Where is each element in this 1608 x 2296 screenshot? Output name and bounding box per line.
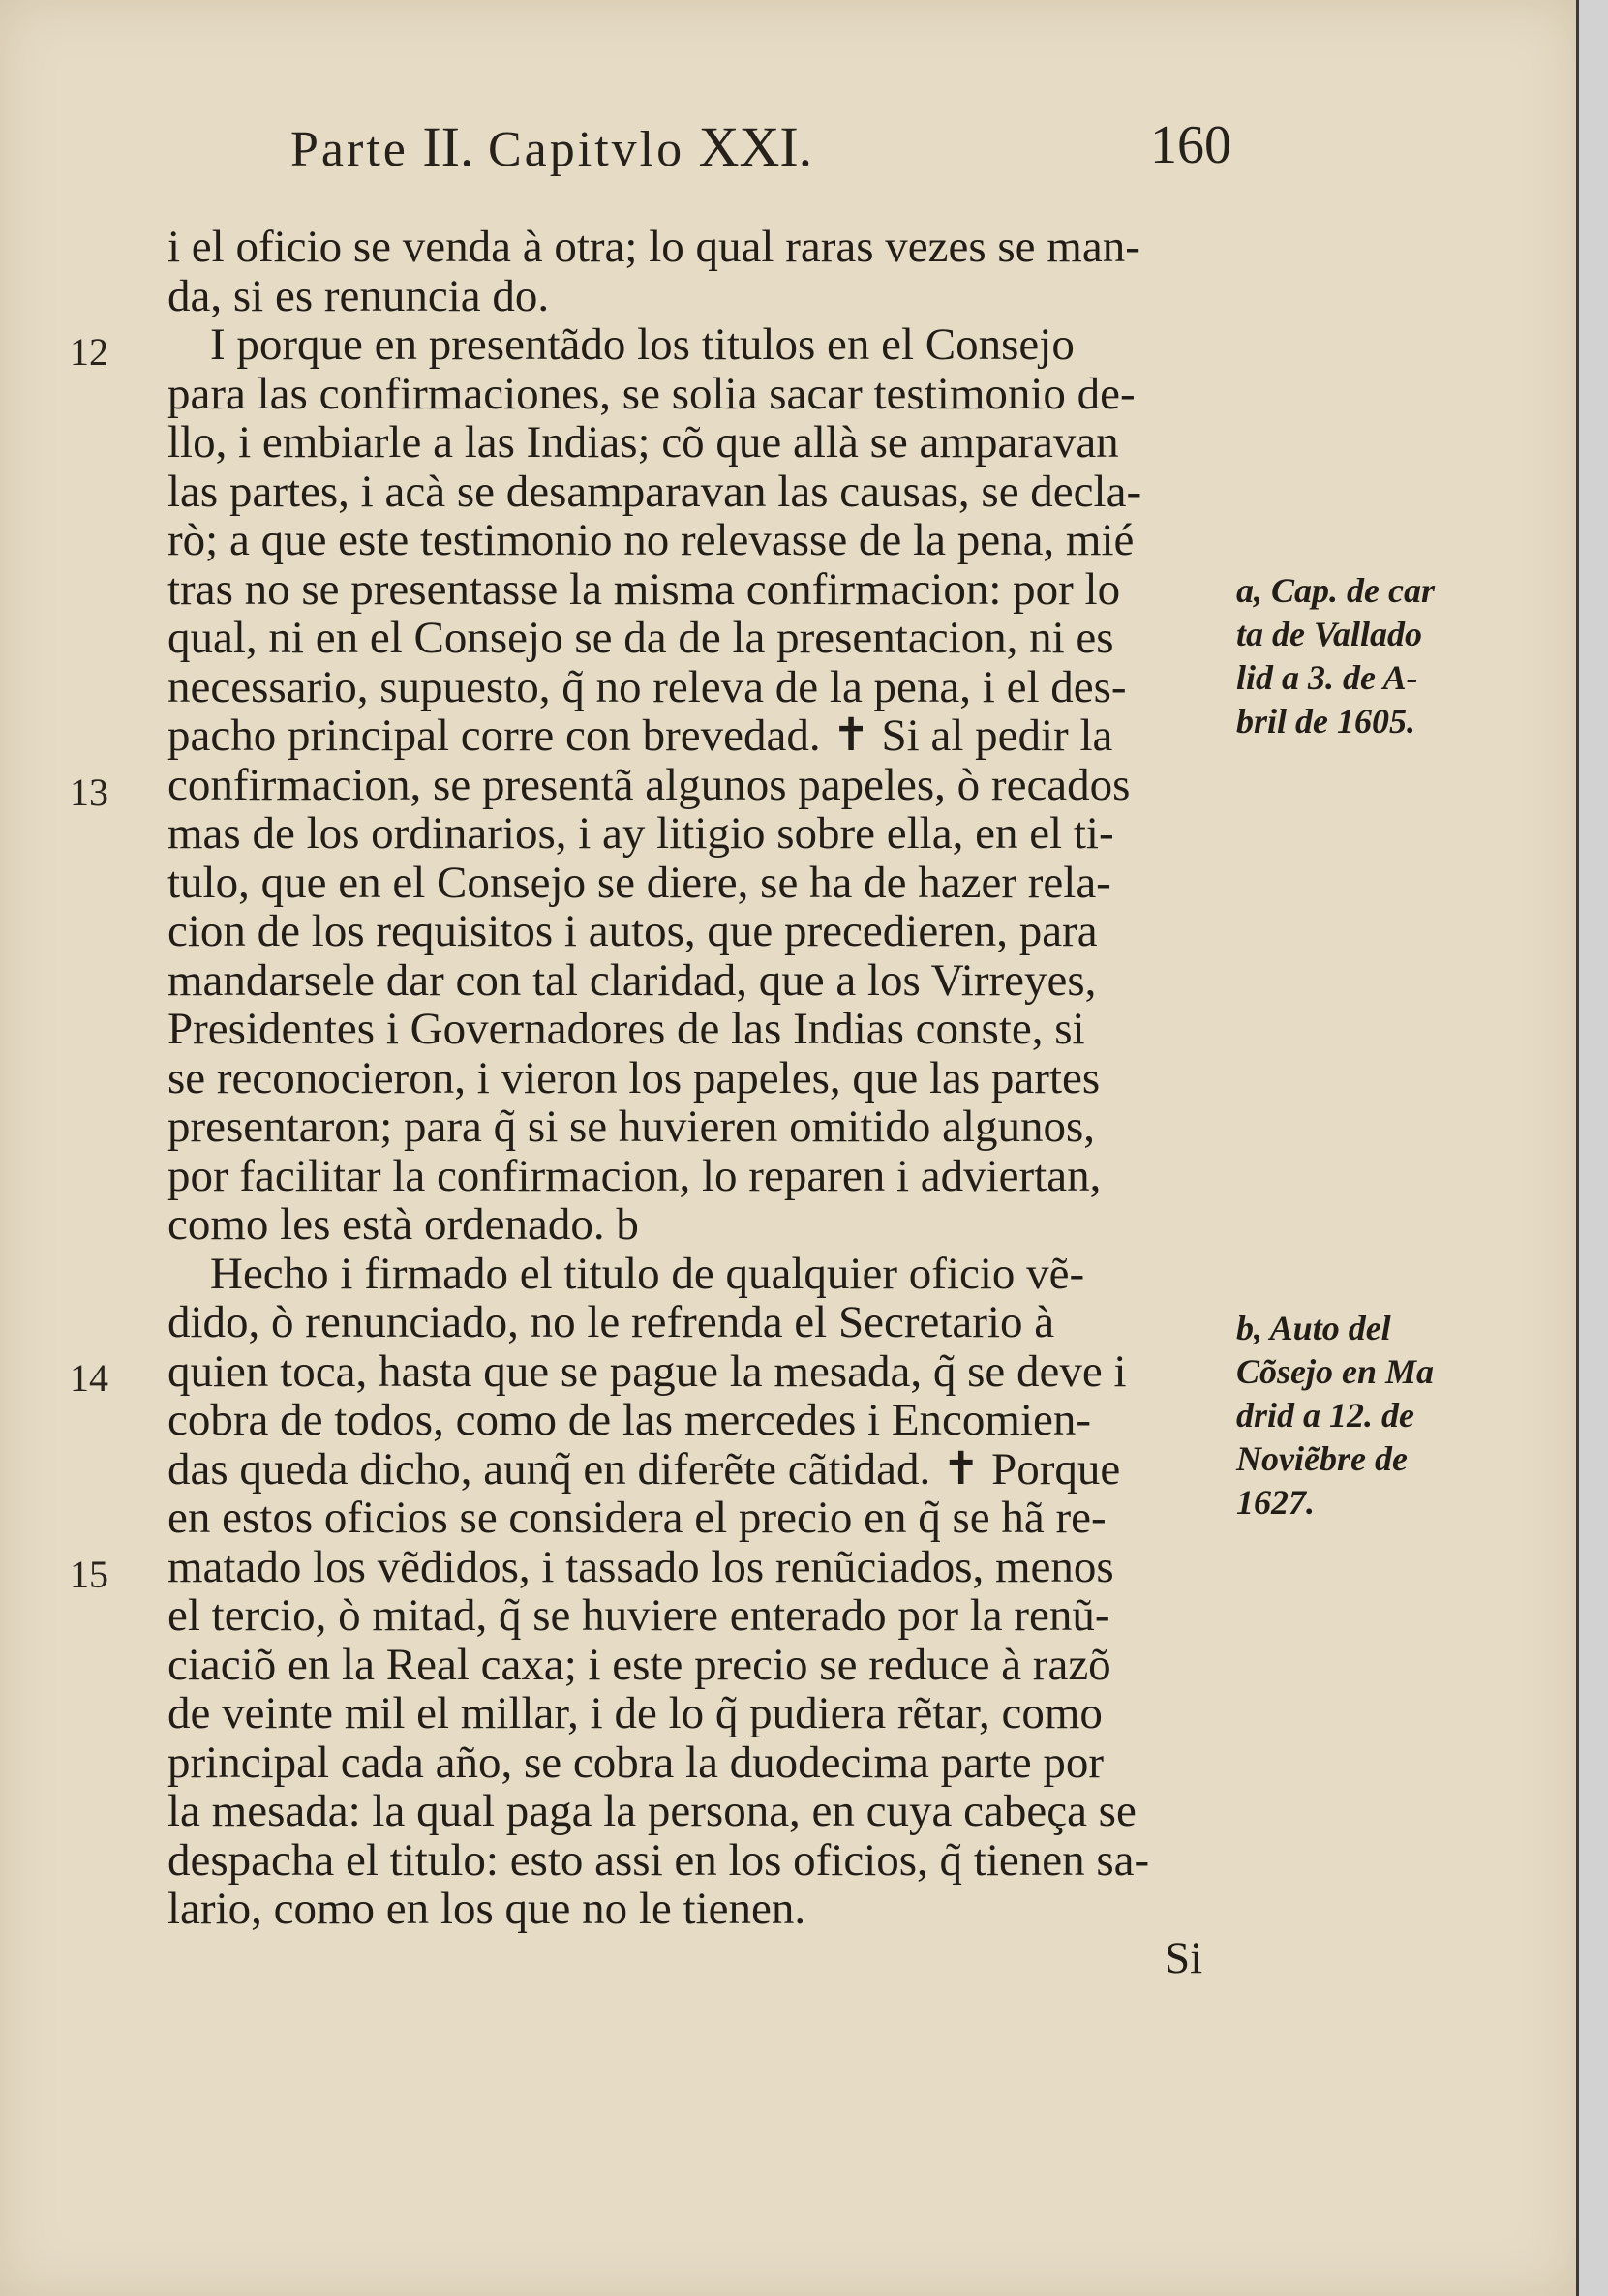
side-note-line: Cõsejo en Ma	[1236, 1352, 1435, 1391]
text-line: llo, i embiarle a las Indias; cõ que allà se amparavan	[167, 417, 1119, 468]
text-line: cion de los requisitos i autos, que precedieren, para	[167, 906, 1098, 956]
text-line: da, si es renuncia do.	[167, 270, 550, 321]
text-line: se reconocieron, i vieron los papeles, que las partes	[167, 1052, 1101, 1103]
running-header	[290, 114, 1259, 192]
text-line: pacho principal corre con brevedad. ✝ Si al pedir la	[167, 710, 1113, 761]
side-note-line: Noviẽbre de	[1236, 1439, 1408, 1478]
header-parte-number: II.	[422, 115, 474, 178]
text-line: como les està ordenado. b	[167, 1199, 639, 1250]
side-note-line: 1627.	[1236, 1483, 1315, 1522]
text-line: tras no se presentasse la misma confirmacion: por lo	[167, 563, 1121, 615]
paragraph-number: 14	[70, 1356, 108, 1400]
catchword: Si	[1165, 1932, 1203, 1983]
paragraph-number: 13	[70, 770, 108, 814]
text-line: quien toca, hasta que se pague la mesada, q̃ se deve i	[167, 1345, 1127, 1397]
text-line: I porque en presentãdo los titulos en el Consejo	[210, 319, 1075, 370]
side-note-line: b, Auto del	[1236, 1309, 1391, 1347]
side-note-line: bril de 1605.	[1236, 702, 1415, 740]
text-line: las partes, i acà se desamparavan las causas, se decla-	[167, 466, 1142, 517]
text-line: mas de los ordinarios, i ay litigio sobre ella, en el ti-	[167, 808, 1114, 859]
text-line: ciaciõ en la Real caxa; i este precio se reduce à razõ	[167, 1639, 1111, 1690]
text-line: Hecho i firmado el titulo de qualquier oficio vẽ-	[210, 1248, 1085, 1299]
text-line: tulo, que en el Consejo se diere, se ha de hazer rela-	[167, 857, 1111, 908]
text-line: la mesada: la qual paga la persona, en cuya cabeça se	[167, 1786, 1137, 1836]
side-note-line: ta de Vallado	[1236, 615, 1423, 653]
header-capitulo: Capitvlo	[487, 122, 685, 177]
text-line: el tercio, ò mitad, q̃ se huviere enterado por la renũ-	[167, 1590, 1110, 1641]
text-line: en estos oficios se considera el precio en q̃ se hã re-	[167, 1493, 1107, 1543]
side-note-line: drid a 12. de	[1236, 1396, 1414, 1435]
text-line: Presidentes i Governadores de las Indias conste, si	[167, 1004, 1085, 1054]
text-line: necessario, supuesto, q̃ no releva de la pena, i el des-	[167, 661, 1127, 712]
text-line: mandarsele dar con tal claridad, que a los Virreyes,	[167, 954, 1097, 1006]
side-note-line: a, Cap. de car	[1236, 571, 1435, 610]
header-capitulo-number: XXI.	[698, 115, 813, 178]
paragraph-number: 15	[70, 1553, 108, 1596]
text-line: i el oficio se venda à otra; lo qual raras vezes se man-	[167, 222, 1140, 272]
text-line: para las confirmaciones, se solia sacar testimonio de-	[167, 368, 1136, 419]
text-line: presentaron; para q̃ si se huvieren omitido algunos,	[167, 1102, 1096, 1152]
paragraph-number: 12	[70, 330, 108, 374]
page-number: 160	[1150, 115, 1231, 175]
body-text	[167, 223, 1247, 1982]
side-note-b	[1236, 1307, 1434, 1525]
side-note-line: lid a 3. de A-	[1236, 658, 1418, 697]
scan-background-edge	[1576, 0, 1608, 2296]
text-line: matado los vẽdidos, i tassado los renũciados, menos	[167, 1541, 1114, 1592]
text-line: dido, ò renunciado, no le refrenda el Secretario à	[167, 1297, 1055, 1347]
text-line: despacha el titulo: esto assi en los oficios, q̃ tienen sa-	[167, 1834, 1150, 1886]
text-line: de veinte mil el millar, i de lo q̃ pudiera rẽtar, como	[167, 1688, 1103, 1738]
text-line: qual, ni en el Consejo se da de la presentacion, ni es	[167, 613, 1114, 663]
text-line: rò; a que este testimonio no relevasse de la pena, mié	[167, 515, 1135, 565]
text-line: por facilitar la confirmacion, lo reparen i adviertan,	[167, 1150, 1102, 1201]
side-note-a	[1236, 569, 1435, 743]
text-line: lario, como en los que no le tienen.	[167, 1884, 806, 1934]
text-line: principal cada año, se cobra la duodecima parte por	[167, 1737, 1104, 1788]
header-parte: Parte	[290, 122, 409, 177]
text-line: confirmacion, se presentã algunos papeles, ò recados	[167, 759, 1131, 810]
text-line: cobra de todos, como de las mercedes i Encomien-	[167, 1395, 1092, 1445]
text-line: das queda dicho, aunq̃ en diferẽte cãtidad. ✝ Porque	[167, 1443, 1121, 1495]
